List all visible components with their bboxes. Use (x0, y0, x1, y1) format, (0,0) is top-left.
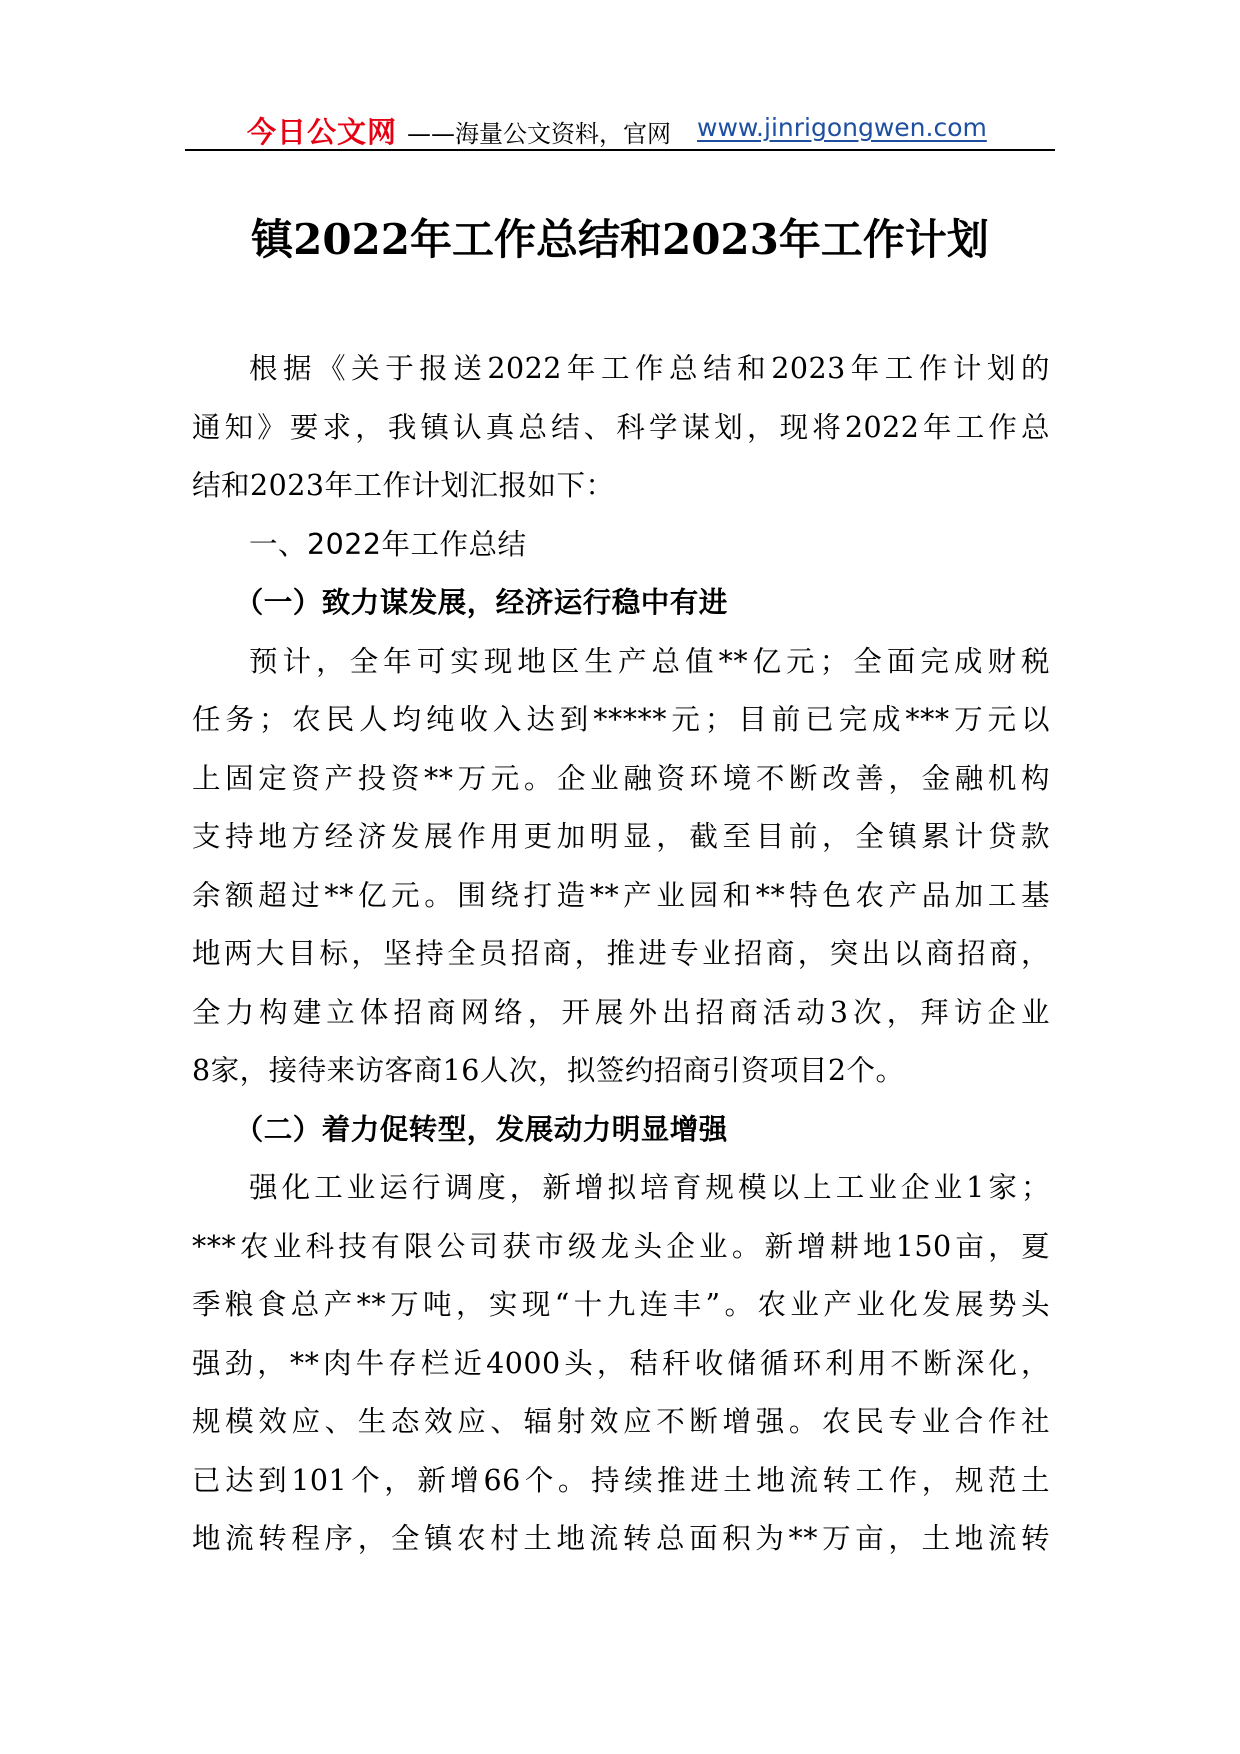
text-line: 任务；农民人均纯收入达到*****元；目前已完成***万元以 (192, 703, 1050, 736)
text-line: ***农业科技有限公司获市级龙头企业。新增耕地150亩，夏 (192, 1229, 1050, 1263)
text-line: 支持地方经济发展作用更加明显，截至目前，全镇累计贷款 (192, 820, 1050, 853)
document-body (192, 340, 1050, 1569)
text-line: 8家，接待来访客商16人次，拟签约招商引资项目2个。 (192, 1054, 905, 1087)
body-paragraph (192, 1159, 1050, 1569)
subsection-heading: （二）着力促转型，发展动力明显增强 (234, 1112, 728, 1146)
header-divider (185, 149, 1055, 151)
text-line: 预计，全年可实现地区生产总值**亿元；全面完成财税 (249, 644, 1050, 678)
text-line: 根据《关于报送2022年工作总结和2023年工作计划的 (249, 352, 1050, 385)
text-line: 全力构建立体招商网络，开展外出招商活动3次，拜访企业 (192, 995, 1050, 1029)
text-line: 季粮食总产**万吨，实现“十九连丰”。农业产业化发展势头 (192, 1288, 1050, 1321)
body-paragraph (192, 633, 1050, 1101)
site-url-link[interactable]: www.jinrigongwen.com (697, 113, 987, 142)
text-line: 结和2023年工作计划汇报如下： (192, 469, 615, 502)
intro-paragraph (192, 340, 1050, 516)
subsection-heading: （一）致力谋发展，经济运行稳中有进 (234, 586, 728, 619)
text-line: 地两大目标，坚持全员招商，推进专业招商，突出以商招商， (192, 937, 1050, 970)
text-line: 强劲，**肉牛存栏近4000头，秸秆收储循环利用不断深化， (192, 1346, 1050, 1380)
text-line: 已达到101个，新增66个。持续推进土地流转工作，规范土 (192, 1463, 1050, 1497)
text-line: 上固定资产投资**万元。企业融资环境不断改善，金融机构 (192, 761, 1050, 795)
text-line: 通知》要求，我镇认真总结、科学谋划，现将2022年工作总 (192, 410, 1050, 444)
site-tagline: ——海量公文资料，官网 (407, 120, 671, 148)
text-line: 强化工业运行调度，新增拟培育规模以上工业企业1家； (249, 1171, 1050, 1204)
text-line: 规模效应、生态效应、辐射效应不断增强。农民专业合作社 (192, 1405, 1050, 1438)
site-header (185, 108, 1055, 150)
text-line: 地流转程序，全镇农村土地流转总面积为**万亩，土地流转 (192, 1522, 1050, 1555)
document-title: 镇2022年工作总结和2023年工作计划 (251, 215, 989, 264)
text-line: 余额超过**亿元。围绕打造**产业园和**特色农产品加工基 (192, 878, 1050, 912)
section-heading: 一、2022年工作总结 (249, 527, 527, 561)
site-brand: 今日公文网 (247, 115, 398, 149)
